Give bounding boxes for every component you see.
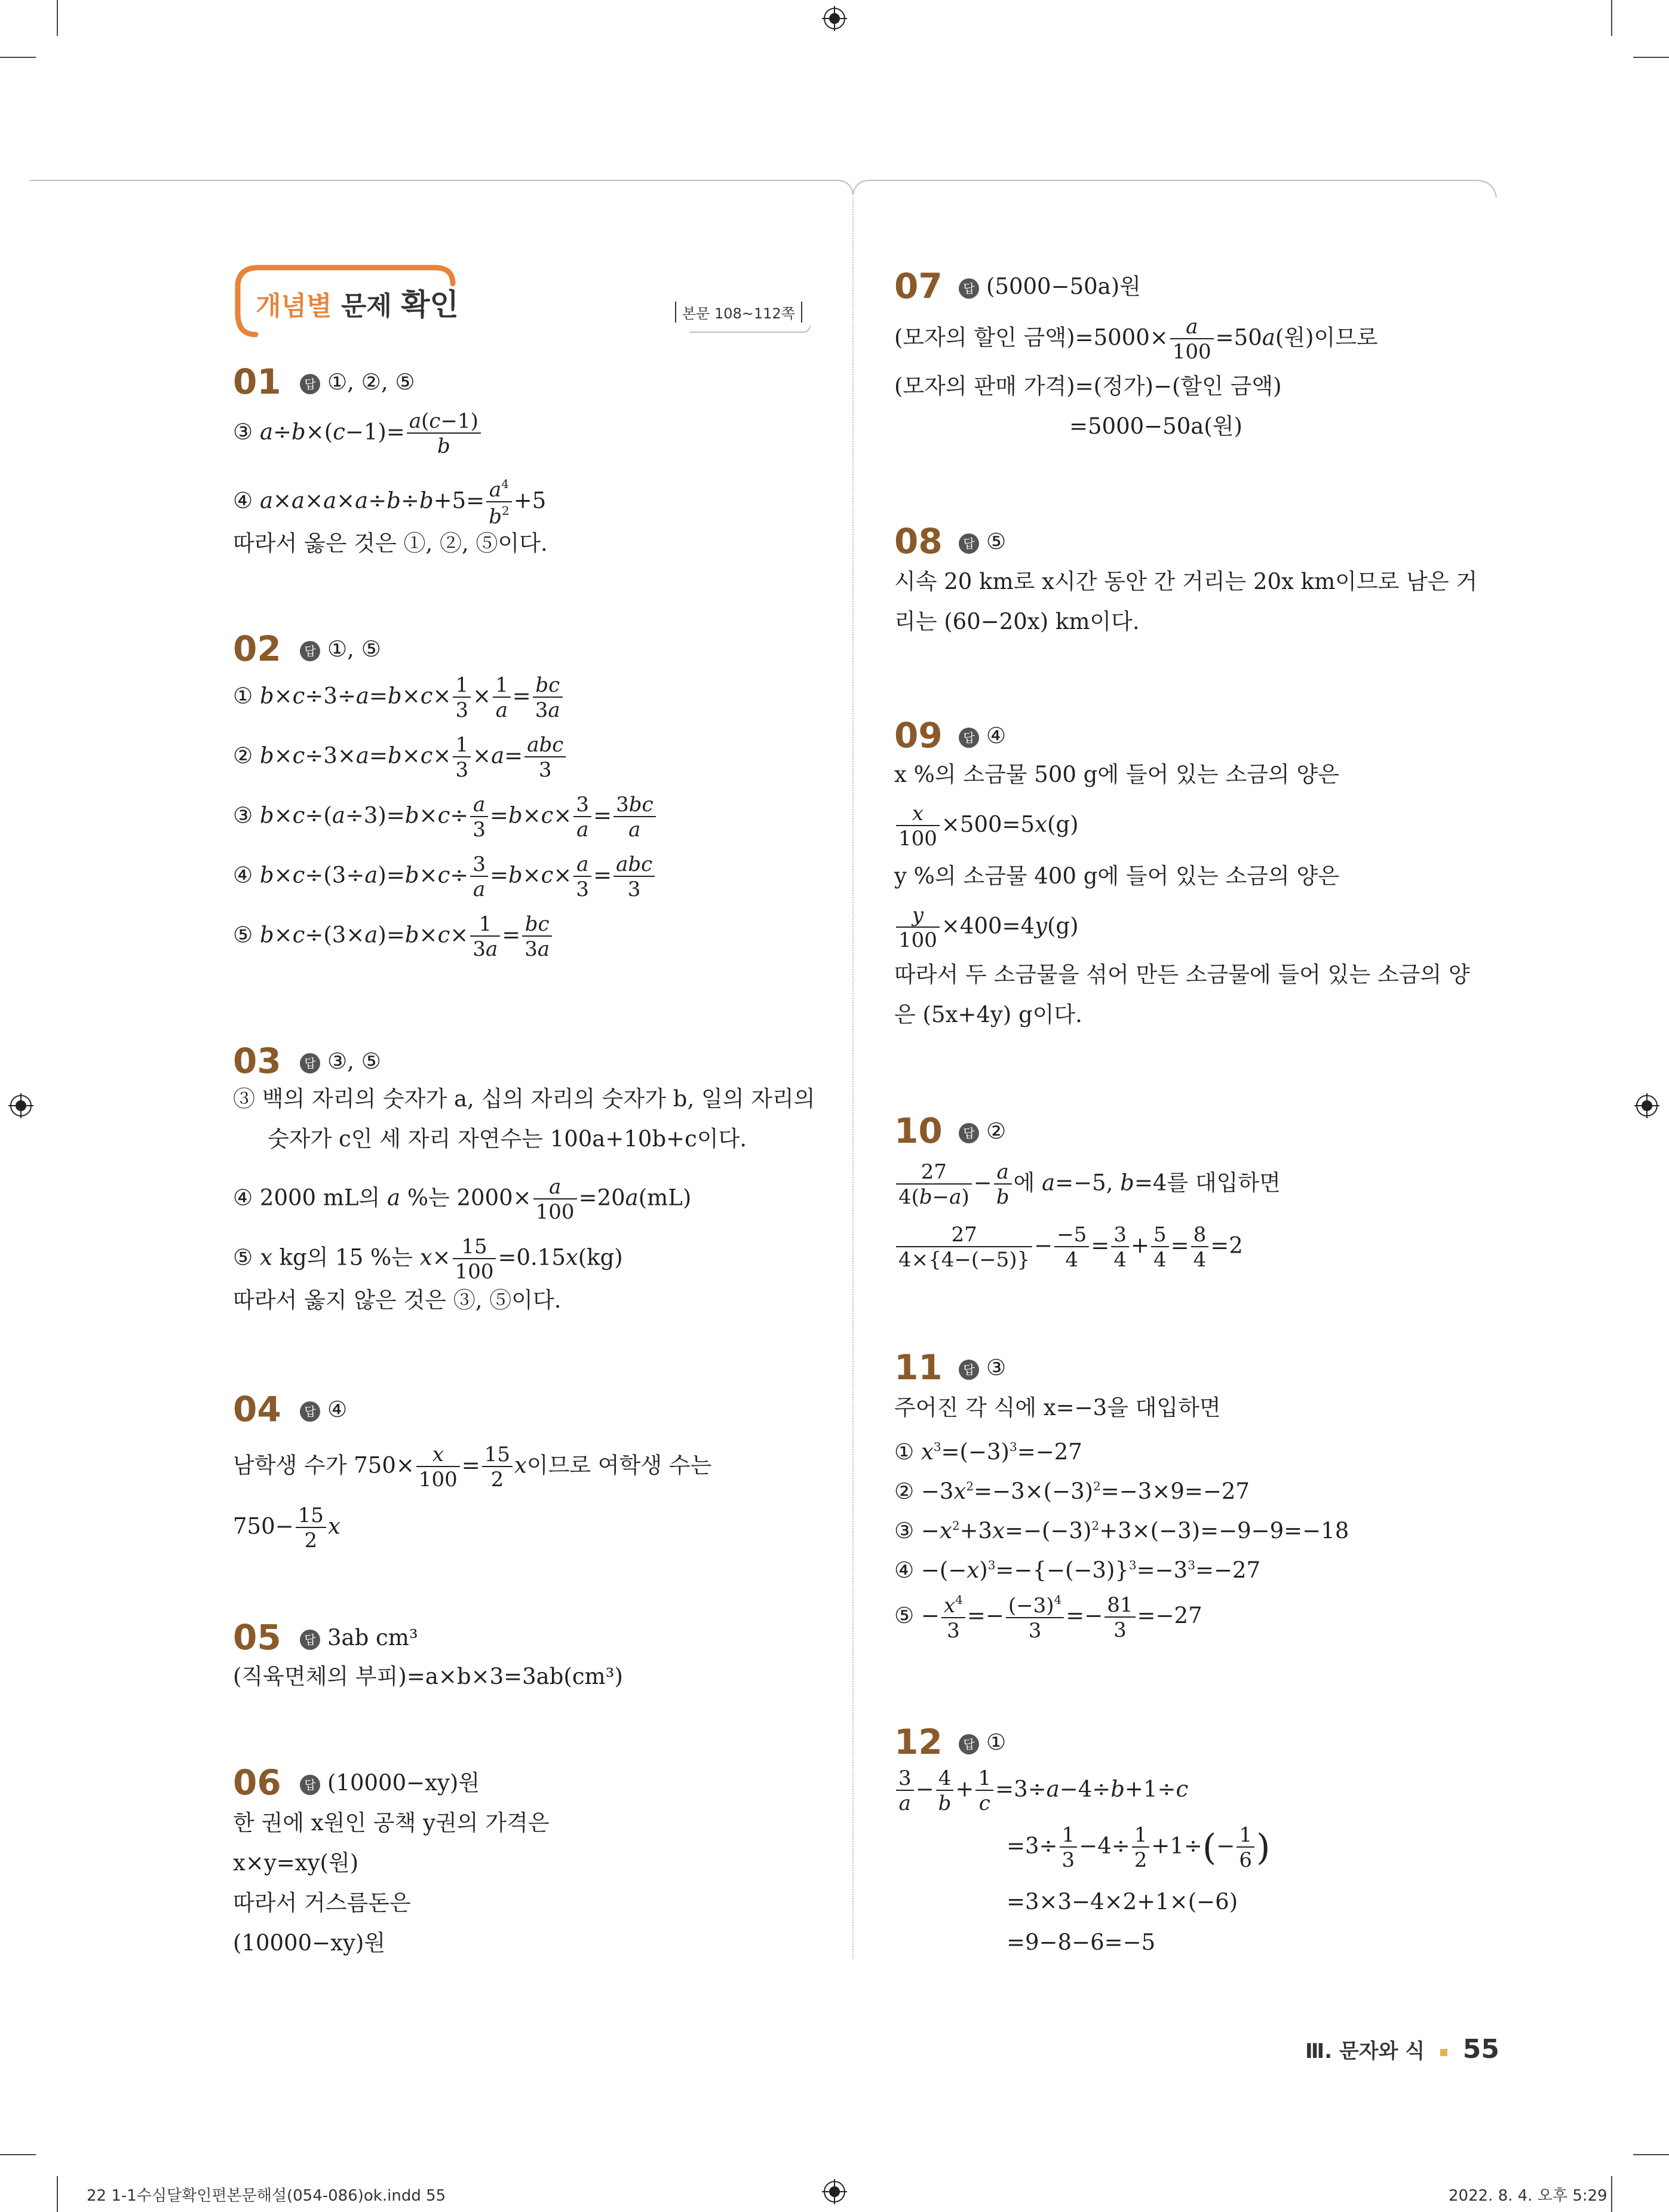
- problem-number: 11: [894, 1347, 943, 1388]
- solution-line: 따라서 거스름돈은: [233, 1890, 411, 1916]
- solution-line: ④ 2000 mL의 a %는 2000× $\frac{a}{100}$ =20a(mL): [233, 1175, 692, 1224]
- separator-square: [1440, 2049, 1447, 2056]
- page-ref: [675, 302, 802, 323]
- solution-line: ① $x^3=(-3)^3=-27$: [894, 1439, 1082, 1465]
- solution-line: $\frac{x}{100}$ ×500=5x(g): [894, 803, 1079, 849]
- solution-line: ⑤ x kg의 15 %는 x× $\frac{15}{100}$ =0.15x(kg): [233, 1235, 623, 1284]
- answer-badge: 답: [300, 1775, 320, 1795]
- solution-line: 따라서 옳은 것은 ①, ②, ⑤이다.: [233, 530, 548, 556]
- answer-text: ④: [986, 723, 1007, 748]
- crop-mark: [1611, 0, 1612, 36]
- solution-line: $\frac{3}{a}$ − $\frac{4}{b}$ + $\frac{1}{c}$ =3÷a−4÷b+1÷c: [894, 1768, 1188, 1814]
- solution-line: (모자의 할인 금액)=5000× $\frac{a}{100}$ =50a(원)이므로: [894, 315, 1378, 364]
- solution-line: y %의 소금물 400 g에 들어 있는 소금의 양은: [894, 863, 1339, 889]
- column-divider: [852, 197, 854, 1959]
- solution-line: 남학생 수가 750× $\frac{x}{100}$ = $\frac{15}{2}$ x이므로 여학생 수는: [233, 1443, 712, 1492]
- answer-line: [959, 529, 1006, 555]
- answer-text: ②: [986, 1118, 1007, 1144]
- answer-badge: 답: [959, 728, 979, 748]
- crop-mark: [57, 0, 58, 36]
- answer-badge: 답: [959, 1360, 979, 1380]
- answer-line: [959, 1355, 1006, 1381]
- registration-mark-icon: [1634, 1093, 1659, 1118]
- answer-text: ③: [986, 1355, 1007, 1380]
- answer-badge: 답: [959, 278, 979, 299]
- answer-badge: 답: [300, 1053, 320, 1073]
- crop-mark: [1633, 2154, 1669, 2155]
- solution-line: ③ a÷b×(c−1)= $\frac{a(c-1)}{b}$: [233, 411, 483, 456]
- solution-line: $\frac{y}{100}$ ×400=4y(g): [894, 905, 1079, 950]
- answer-line: [959, 1729, 1006, 1756]
- solution-line: 한 권에 x원인 공책 y권의 가격은: [233, 1810, 550, 1836]
- answer-line: [959, 274, 1141, 300]
- solution-line: =9−8−6=−5: [1007, 1929, 1156, 1955]
- page-number: 55: [1462, 2034, 1500, 2064]
- problem-number: 04: [233, 1389, 281, 1429]
- solution-line: (10000−xy)원: [233, 1930, 386, 1956]
- print-timestamp: 2022. 8. 4. 오후 5:29: [1449, 2187, 1607, 2205]
- answer-badge: 답: [300, 641, 320, 661]
- solution-line: 주어진 각 식에 x=−3을 대입하면: [894, 1395, 1221, 1421]
- solution-line: 은 (5x+4y) g이다.: [894, 1002, 1082, 1027]
- solution-line: 시속 20 km로 x시간 동안 간 거리는 20x km이므로 남은 거: [894, 569, 1478, 594]
- problem-number: 09: [894, 715, 943, 756]
- solution-line: ① b×c÷3÷a=b×c× $\frac{1}{3}$ × $\frac{1}{a}$ = $\frac{bc}{3a}$: [233, 675, 564, 720]
- registration-mark-icon: [8, 1093, 33, 1118]
- chapter-label: [1305, 2034, 1499, 2064]
- solution-line: ② $-3x^2=-3\times(-3)^2=-3\times 9=-27$: [894, 1478, 1250, 1504]
- solution-line: x %의 소금물 500 g에 들어 있는 소금의 양은: [894, 762, 1339, 787]
- problem-number: 02: [233, 628, 281, 669]
- page-title: [256, 281, 459, 324]
- title-part-2: 문제: [340, 291, 392, 321]
- problem-number: 12: [894, 1722, 943, 1762]
- answer-text: ④: [327, 1397, 348, 1422]
- chapter-text: Ⅲ. 문자와 식: [1305, 2039, 1425, 2063]
- crop-mark: [57, 2176, 58, 2212]
- crop-mark: [0, 57, 36, 58]
- solution-line: ④ b×c÷(3÷a)=b×c÷ $\frac{3}{a}$ =b×c× $\frac{a}{3}$ = $\frac{\text{abc}}{3}$: [233, 854, 656, 900]
- problem-number: 07: [894, 266, 943, 306]
- solution-line: (모자의 판매 가격)=(정가)−(할인 금액): [894, 373, 1282, 399]
- solution-line: 따라서 두 소금물을 섞어 만든 소금물에 들어 있는 소금의 양: [894, 962, 1470, 987]
- page-ref-text: 본문 108~112쪽: [682, 305, 795, 322]
- answer-text: (10000−xy)원: [327, 1770, 480, 1796]
- solution-line: $\frac{27}{4\times\{4-(-5)\}}$ − $\frac{-5}{4}$ = $\frac{3}{4}$ + $\frac{5}{4}$ = $\frac{8}{4}$ =2: [894, 1225, 1243, 1270]
- solution-line: =5000−50a(원): [1069, 413, 1242, 439]
- answer-badge: 답: [300, 1630, 320, 1650]
- page-frame: [0, 173, 1669, 221]
- solution-line: ⑤ − $\frac{x^4}{3}$ =− $\frac{(-3)^4}{3}$ =− $\frac{81}{3}$ =−27: [894, 1593, 1202, 1643]
- answer-badge: 답: [300, 374, 320, 394]
- answer-line: [300, 1625, 418, 1651]
- solution-line: (직육면체의 부피)=a×b×3=3ab(cm³): [233, 1664, 623, 1689]
- problem-number: 06: [233, 1762, 281, 1803]
- solution-line: ③ b×c÷(a÷3)=b×c÷ $\frac{a}{3}$ =b×c× $\frac{3}{a}$ = $\frac{3bc}{a}$: [233, 794, 658, 840]
- file-info: 22 1-1수심달확인편본문해설(054-086)ok.indd 55: [87, 2187, 446, 2205]
- answer-line: [300, 1397, 347, 1423]
- solution-line: =3÷ $\frac{1}{3}$ −4÷ $\frac{1}{2}$ +1÷(− $\frac{1}{6}$ ): [1007, 1823, 1271, 1872]
- solution-line: ③ 백의 자리의 숫자가 a, 십의 자리의 숫자가 b, 일의 자리의: [233, 1086, 815, 1112]
- solution-line: ⑤ b×c÷(3×a)=b×c× $\frac{1}{3a}$ = $\frac{bc}{3a}$: [233, 914, 554, 959]
- answer-line: [300, 369, 415, 395]
- answer-text: ①, ⑤: [327, 636, 381, 662]
- solution-line: 리는 (60−20x) km이다.: [894, 609, 1140, 634]
- page-ref-underline: [690, 326, 811, 333]
- answer-text: ①, ②, ⑤: [327, 369, 415, 395]
- answer-badge: 답: [959, 1123, 979, 1143]
- solution-line: 750− $\frac{15}{2}$ x: [233, 1504, 340, 1553]
- answer-line: [959, 1118, 1006, 1145]
- answer-badge: 답: [959, 533, 979, 554]
- answer-text: ①: [986, 1729, 1007, 1755]
- solution-line: 따라서 옳지 않은 것은 ③, ⑤이다.: [233, 1287, 562, 1313]
- problem-number: 05: [233, 1617, 281, 1658]
- title-part-1: 개념별: [256, 291, 332, 321]
- answer-line: [959, 723, 1006, 749]
- answer-line: [300, 636, 381, 662]
- solution-line: ② b×c÷3×a=b×c× $\frac{1}{3}$ ×a= $\frac{\text{abc}}{3}$: [233, 735, 567, 780]
- registration-mark-icon: [822, 6, 847, 31]
- answer-line: [300, 1048, 381, 1075]
- problem-number: 03: [233, 1041, 281, 1081]
- answer-line: [300, 1770, 480, 1796]
- solution-line: x×y=xy(원): [233, 1850, 359, 1876]
- answer-text: ⑤: [986, 529, 1007, 554]
- answer-text: (5000−50a)원: [986, 274, 1141, 299]
- answer-text: ③, ⑤: [327, 1048, 381, 1074]
- crop-mark: [1611, 2176, 1612, 2212]
- crop-mark: [0, 2154, 36, 2155]
- problem-number: 01: [233, 361, 281, 402]
- solution-line: ④ a×a×a×a÷b÷b+5= $\frac{a^4}{b^2}$ +5: [233, 477, 547, 529]
- solution-line: ③ $-x^2+3x=-(-3)^2+3\times(-3)=-9-9=-18$: [894, 1518, 1349, 1544]
- solution-line: =3×3−4×2+1×(−6): [1007, 1889, 1238, 1915]
- answer-badge: 답: [959, 1734, 979, 1754]
- problem-number: 10: [894, 1110, 943, 1151]
- answer-text: 3ab cm³: [327, 1625, 418, 1650]
- solution-line: 숫자가 c인 세 자리 자연수는 100a+10b+c이다.: [268, 1126, 747, 1152]
- registration-mark-icon: [822, 2179, 847, 2204]
- solution-line: $\frac{27}{4(b-a)}$ − $\frac{a}{b}$ 에 a=−5, b=4를 대입하면: [894, 1162, 1281, 1207]
- crop-mark: [1633, 57, 1669, 58]
- title-part-3: 확인: [401, 287, 459, 322]
- problem-number: 08: [894, 521, 943, 562]
- solution-line: ④ $-(-x)^3=-\{-(-3)\}^3=-3^3=-27$: [894, 1557, 1261, 1583]
- answer-badge: 답: [300, 1401, 320, 1422]
